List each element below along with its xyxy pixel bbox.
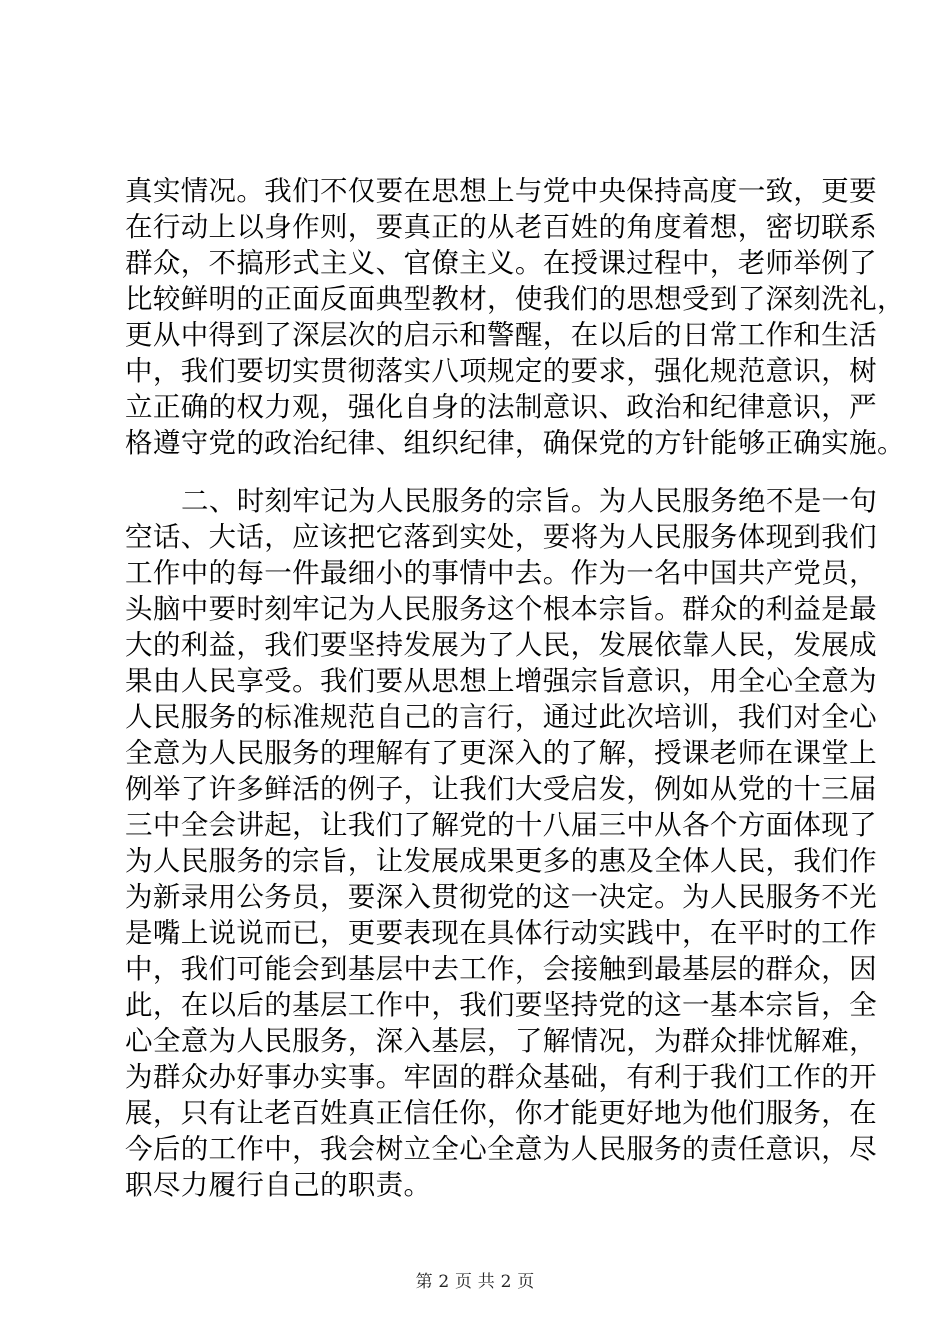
paragraph2-line-17: 为群众办好事办实事。牢固的群众基础，有利于我们工作的开: [125, 1061, 877, 1093]
paragraph1-line-5: 更从中得到了深层次的启示和警醒，在以后的日常工作和生活: [125, 319, 877, 351]
paragraph1-line-8: 格遵守党的政治纪律、组织纪律，确保党的方针能够正确实施。: [125, 427, 905, 459]
paragraph2-line-18: 展，只有让老百姓真正信任你，你才能更好地为他们服务，在: [125, 1097, 877, 1129]
paragraph1-line-4: 比较鲜明的正面反面典型教材，使我们的思想受到了深刻洗礼，: [125, 283, 905, 315]
paragraph2-line-12: 为新录用公务员，要深入贯彻党的这一决定。为人民服务不光: [125, 881, 877, 913]
paragraph2-line-9: 例举了许多鲜活的例子，让我们大受启发，例如从党的十三届: [125, 773, 877, 805]
paragraph1-line-7: 立正确的权力观，强化自身的法制意识、政治和纪律意识，严: [125, 391, 877, 423]
paragraph2-line-15: 此，在以后的基层工作中，我们要坚持党的这一基本宗旨，全: [125, 989, 877, 1021]
paragraph2-line-2: 空话、大话，应该把它落到实处，要将为人民服务体现到我们: [125, 521, 877, 553]
paragraph2-line-4: 头脑中要时刻牢记为人民服务这个根本宗旨。群众的利益是最: [125, 593, 877, 625]
paragraph2-line-3: 工作中的每一件最细小的事情中去。作为一名中国共产党员，: [125, 557, 877, 589]
paragraph1-line-2: 在行动上以身作则，要真正的从老百姓的角度着想，密切联系: [125, 211, 877, 243]
paragraph1-line-6: 中，我们要切实贯彻落实八项规定的要求，强化规范意识，树: [125, 355, 877, 387]
paragraph2-line-11: 为人民服务的宗旨，让发展成果更多的惠及全体人民，我们作: [125, 845, 877, 877]
paragraph1-line-1: 真实情况。我们不仅要在思想上与党中央保持高度一致，更要: [125, 175, 877, 207]
page-footer: 第 2 页 共 2 页: [415, 1272, 535, 1292]
paragraph2-line-10: 三中全会讲起，让我们了解党的十八届三中从各个方面体现了: [125, 809, 877, 841]
paragraph2-line-19: 今后的工作中，我会树立全心全意为人民服务的责任意识，尽: [125, 1133, 877, 1165]
paragraph2-line-14: 中，我们可能会到基层中去工作，会接触到最基层的群众，因: [125, 953, 877, 985]
paragraph2-line-20: 职尽力履行自己的职责。: [125, 1169, 432, 1201]
paragraph1-line-3: 群众，不搞形式主义、官僚主义。在授课过程中，老师举例了: [125, 247, 877, 279]
paragraph2-line-7: 人民服务的标准规范自己的言行，通过此次培训，我们对全心: [125, 701, 877, 733]
paragraph2-line-8: 全意为人民服务的理解有了更深入的了解，授课老师在课堂上: [125, 737, 877, 769]
paragraph2-line-6: 果由人民享受。我们要从思想上增强宗旨意识，用全心全意为: [125, 665, 877, 697]
paragraph2-line-1: 二、时刻牢记为人民服务的宗旨。为人民服务绝不是一句: [181, 485, 878, 517]
paragraph2-line-16: 心全意为人民服务，深入基层，了解情况，为群众排忧解难，: [125, 1025, 877, 1057]
paragraph2-line-5: 大的利益，我们要坚持发展为了人民，发展依靠人民，发展成: [125, 629, 877, 661]
paragraph2-line-13: 是嘴上说说而已，更要表现在具体行动实践中，在平时的工作: [125, 917, 877, 949]
